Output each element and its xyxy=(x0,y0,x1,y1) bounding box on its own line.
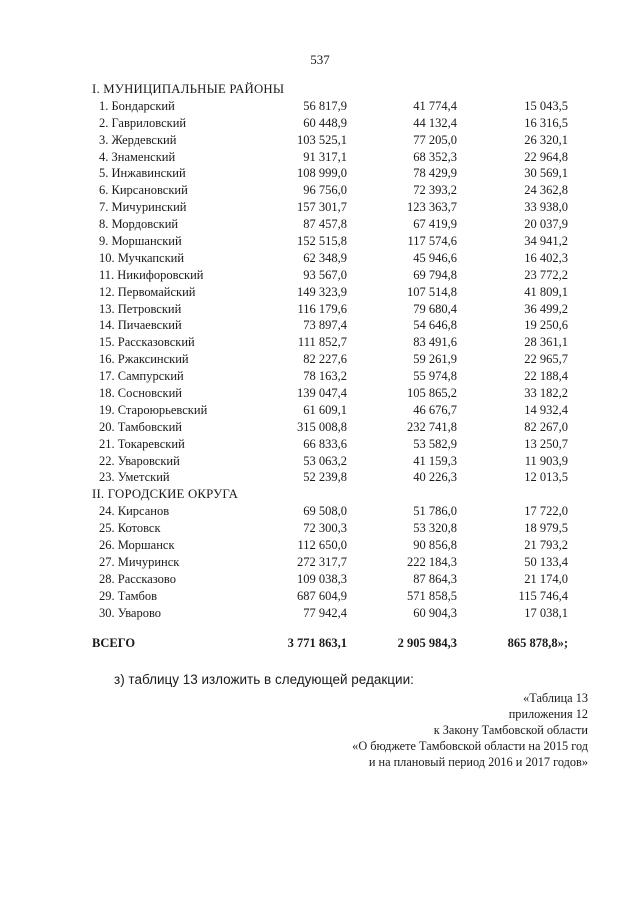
value-col-3: 22 964,8 xyxy=(524,149,568,164)
value-col-3: 24 362,8 xyxy=(524,183,568,198)
value-col-1: 66 833,6 xyxy=(303,436,347,451)
value-col-1: 272 317,7 xyxy=(297,554,347,569)
district-name: 6. Кирсановский xyxy=(99,183,188,198)
table-row xyxy=(90,216,590,233)
value-col-2: 571 858,5 xyxy=(407,588,457,603)
value-col-3: 16 316,5 xyxy=(524,115,568,130)
value-col-1: 77 942,4 xyxy=(303,605,347,620)
value-col-2: 53 320,8 xyxy=(413,521,457,536)
table-row xyxy=(90,334,590,351)
value-col-3: 20 037,9 xyxy=(524,217,568,232)
value-col-2: 46 676,7 xyxy=(413,402,457,417)
value-col-3: 21 174,0 xyxy=(524,571,568,586)
value-col-2: 67 419,9 xyxy=(413,217,457,232)
district-name: 24. Кирсанов xyxy=(99,504,170,519)
value-col-2: 90 856,8 xyxy=(413,538,457,553)
table-row xyxy=(90,115,590,132)
value-col-3: 33 182,2 xyxy=(524,386,568,401)
header-line: «О бюджете Тамбовской области на 2015 год xyxy=(352,739,588,753)
value-col-2: 45 946,6 xyxy=(413,250,457,265)
table-row xyxy=(90,351,590,368)
section-title-municipal-districts: I. МУНИЦИПАЛЬНЫЕ РАЙОНЫ xyxy=(92,82,285,96)
value-col-1: 112 650,0 xyxy=(297,538,347,553)
table-row xyxy=(90,571,590,588)
value-col-3: 36 499,2 xyxy=(524,301,568,316)
section-title xyxy=(90,81,590,98)
table-row xyxy=(90,469,590,486)
value-col-1: 108 999,0 xyxy=(297,166,347,181)
table-row xyxy=(90,436,590,453)
value-col-3: 16 402,3 xyxy=(524,250,568,265)
section-title-city-districts: II. ГОРОДСКИЕ ОКРУГА xyxy=(92,487,239,502)
total-row xyxy=(90,635,590,652)
value-col-3: 33 938,0 xyxy=(524,200,568,215)
value-col-2: 87 864,3 xyxy=(413,571,457,586)
value-col-3: 28 361,1 xyxy=(524,335,568,350)
district-name: 4. Знаменский xyxy=(99,149,176,164)
value-col-2: 41 774,4 xyxy=(413,98,457,113)
value-col-1: 96 756,0 xyxy=(303,183,347,198)
value-col-1: 93 567,0 xyxy=(303,267,347,282)
table-row xyxy=(90,149,590,166)
table-row xyxy=(90,368,590,385)
district-name: 12. Первомайский xyxy=(99,284,196,299)
district-name: 27. Мичуринск xyxy=(99,554,180,569)
table-row xyxy=(90,199,590,216)
district-name: 25. Котовск xyxy=(99,521,161,536)
value-col-2: 83 491,6 xyxy=(413,335,457,350)
district-name: 20. Тамбовский xyxy=(99,419,182,434)
value-col-3: 13 250,7 xyxy=(524,436,568,451)
page-number: 537 xyxy=(310,52,330,67)
value-col-1: 109 038,3 xyxy=(297,571,347,586)
value-col-2: 55 974,8 xyxy=(413,369,457,384)
value-col-3: 15 043,5 xyxy=(524,98,568,113)
value-col-3: 34 941,2 xyxy=(524,234,568,249)
instruction-text: з) таблицу 13 изложить в следующей редакции: xyxy=(114,672,414,687)
value-col-2: 44 132,4 xyxy=(413,115,457,130)
value-col-1: 149 323,9 xyxy=(297,284,347,299)
value-col-1: 69 508,0 xyxy=(303,504,347,519)
value-col-2: 232 741,8 xyxy=(407,419,457,434)
header-line: к Закону Тамбовской области xyxy=(433,723,588,737)
district-name: 19. Староюрьевский xyxy=(99,402,208,417)
district-name: 16. Ржаксинский xyxy=(99,352,189,367)
value-col-1: 56 817,9 xyxy=(303,98,347,113)
value-col-2: 117 574,6 xyxy=(407,234,457,249)
value-col-3: 19 250,6 xyxy=(524,318,568,333)
value-col-2: 79 680,4 xyxy=(413,301,457,316)
total-value-3: 865 878,8»; xyxy=(507,635,568,650)
table-row xyxy=(90,419,590,436)
value-col-2: 68 352,3 xyxy=(413,149,457,164)
table-row xyxy=(90,284,590,301)
value-col-3: 17 038,1 xyxy=(524,605,568,620)
district-name: 2. Гавриловский xyxy=(99,115,187,130)
value-col-1: 82 227,6 xyxy=(303,352,347,367)
district-name: 26. Моршанск xyxy=(99,538,175,553)
value-col-3: 14 932,4 xyxy=(524,402,568,417)
value-col-1: 139 047,4 xyxy=(297,386,347,401)
value-col-1: 315 008,8 xyxy=(297,419,347,434)
value-col-2: 107 514,8 xyxy=(407,284,457,299)
value-col-2: 222 184,3 xyxy=(407,554,457,569)
table-row xyxy=(90,588,590,605)
value-col-3: 18 979,5 xyxy=(524,521,568,536)
value-col-2: 77 205,0 xyxy=(413,132,457,147)
district-name: 13. Петровский xyxy=(99,301,182,316)
table-13-header xyxy=(352,690,588,770)
district-name: 22. Уваровский xyxy=(99,453,180,468)
value-col-2: 105 865,2 xyxy=(407,386,457,401)
table-row xyxy=(90,233,590,250)
table-row xyxy=(90,402,590,419)
value-col-2: 60 904,3 xyxy=(413,605,457,620)
table-row xyxy=(90,537,590,554)
value-col-1: 157 301,7 xyxy=(297,200,347,215)
district-name: 28. Рассказово xyxy=(99,571,176,586)
table-row xyxy=(90,267,590,284)
table-row xyxy=(90,520,590,537)
district-name: 1. Бондарский xyxy=(99,98,175,113)
value-col-1: 60 448,9 xyxy=(303,115,347,130)
district-name: 21. Токаревский xyxy=(99,436,185,451)
value-col-3: 115 746,4 xyxy=(518,588,568,603)
value-col-3: 26 320,1 xyxy=(524,132,568,147)
value-col-2: 41 159,3 xyxy=(413,453,457,468)
table-row xyxy=(90,503,590,520)
header-line: и на плановый период 2016 и 2017 годов» xyxy=(368,755,588,769)
table-row xyxy=(90,182,590,199)
value-col-3: 30 569,1 xyxy=(524,166,568,181)
value-col-1: 116 179,6 xyxy=(297,301,347,316)
value-col-3: 22 965,7 xyxy=(524,352,568,367)
value-col-1: 78 163,2 xyxy=(303,369,347,384)
table-row xyxy=(90,453,590,470)
district-name: 14. Пичаевский xyxy=(99,318,182,333)
district-name: 8. Мордовский xyxy=(99,217,179,232)
value-col-2: 53 582,9 xyxy=(413,436,457,451)
district-name: 3. Жердевский xyxy=(99,132,177,147)
value-col-1: 103 525,1 xyxy=(297,132,347,147)
value-col-1: 61 609,1 xyxy=(303,402,347,417)
total-value-2: 2 905 984,3 xyxy=(397,635,457,650)
value-col-1: 62 348,9 xyxy=(303,250,347,265)
header-line: приложения 12 xyxy=(508,707,588,721)
district-name: 23. Уметский xyxy=(99,470,170,485)
value-col-1: 52 239,8 xyxy=(303,470,347,485)
table-row xyxy=(90,165,590,182)
value-col-2: 78 429,9 xyxy=(413,166,457,181)
value-col-1: 72 300,3 xyxy=(303,521,347,536)
district-name: 7. Мичуринский xyxy=(99,200,187,215)
value-col-3: 82 267,0 xyxy=(524,419,568,434)
header-line: «Таблица 13 xyxy=(523,691,588,705)
value-col-3: 41 809,1 xyxy=(524,284,568,299)
value-col-3: 11 903,9 xyxy=(524,453,568,468)
value-col-1: 111 852,7 xyxy=(297,335,347,350)
value-col-2: 40 226,3 xyxy=(413,470,457,485)
value-col-1: 91 317,1 xyxy=(303,149,347,164)
value-col-1: 687 604,9 xyxy=(297,588,347,603)
district-name: 5. Инжавинский xyxy=(99,166,186,181)
district-name: 15. Рассказовский xyxy=(99,335,195,350)
value-col-2: 54 646,8 xyxy=(413,318,457,333)
table-row xyxy=(90,554,590,571)
value-col-1: 73 897,4 xyxy=(303,318,347,333)
total-value-1: 3 771 863,1 xyxy=(287,635,347,650)
value-col-3: 17 722,0 xyxy=(524,504,568,519)
value-col-2: 51 786,0 xyxy=(413,504,457,519)
table-row xyxy=(90,317,590,334)
value-col-2: 72 393,2 xyxy=(413,183,457,198)
table-row xyxy=(90,301,590,318)
table-row xyxy=(90,98,590,115)
value-col-3: 22 188,4 xyxy=(524,369,568,384)
total-label: ВСЕГО xyxy=(92,635,136,650)
value-col-3: 12 013,5 xyxy=(524,470,568,485)
section-title xyxy=(90,486,590,503)
value-col-2: 69 794,8 xyxy=(413,267,457,282)
table-row xyxy=(90,250,590,267)
district-name: 17. Сампурский xyxy=(99,369,184,384)
district-name: 18. Сосновский xyxy=(99,386,182,401)
value-col-3: 50 133,4 xyxy=(524,554,568,569)
district-name: 11. Никифоровский xyxy=(99,267,204,282)
value-col-3: 21 793,2 xyxy=(524,538,568,553)
district-name: 9. Моршанский xyxy=(99,234,182,249)
table-row xyxy=(90,132,590,149)
value-col-2: 59 261,9 xyxy=(413,352,457,367)
table-row xyxy=(90,605,590,622)
district-name: 10. Мучкапский xyxy=(99,250,185,265)
value-col-1: 87 457,8 xyxy=(303,217,347,232)
district-name: 29. Тамбов xyxy=(99,588,158,603)
budget-table xyxy=(90,81,590,651)
value-col-3: 23 772,2 xyxy=(524,267,568,282)
value-col-1: 152 515,8 xyxy=(297,234,347,249)
district-name: 30. Уварово xyxy=(99,605,162,620)
table-row xyxy=(90,385,590,402)
value-col-1: 53 063,2 xyxy=(303,453,347,468)
value-col-2: 123 363,7 xyxy=(407,200,457,215)
